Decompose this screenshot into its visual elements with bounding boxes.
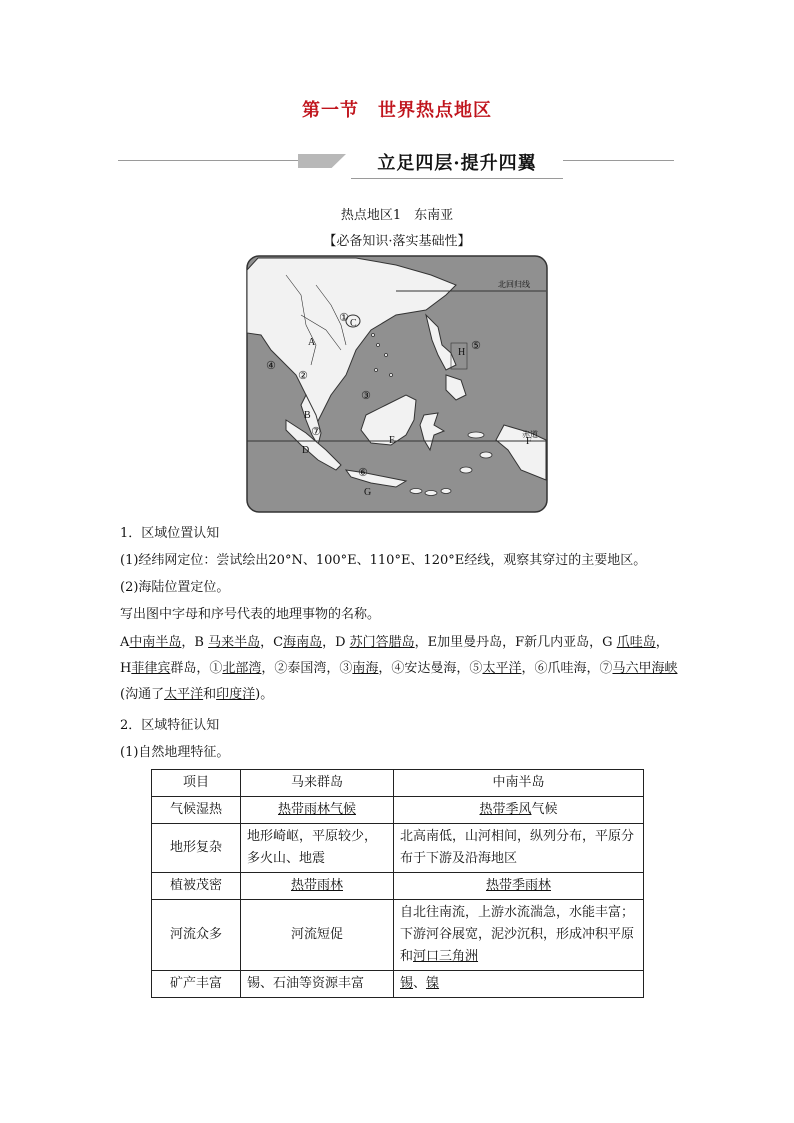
- answer-b: 马来半岛: [208, 635, 261, 650]
- map-label-6: ⑥: [358, 466, 368, 479]
- table-cell: [394, 873, 644, 900]
- page-title: 第一节 世界热点地区: [302, 100, 492, 121]
- answer-d: 苏门答腊岛: [349, 635, 415, 650]
- banner-decoration-left: [298, 154, 346, 168]
- table-header: 马来群岛: [241, 770, 394, 797]
- answer-text: 和: [203, 687, 217, 702]
- map-label-1: ①: [339, 311, 349, 324]
- table-header: 中南半岛: [394, 770, 644, 797]
- map-label-e: E: [389, 435, 396, 446]
- section-banner: [118, 150, 674, 180]
- equator-label: 赤道: [522, 430, 538, 439]
- answer-ocean-1: 太平洋: [164, 687, 204, 702]
- table-text: 气候: [531, 802, 558, 817]
- section-heading: 热点地区1 东南亚: [340, 208, 454, 223]
- map-label-b: B: [304, 410, 311, 421]
- table-text: 自北往南流，上游水流湍急，水能丰富；下游河谷展宽，泥沙沉积，形成冲积平原和: [400, 905, 635, 964]
- tropic-label: 北回归线: [498, 280, 530, 289]
- table-cell: 气候湿热: [152, 797, 241, 824]
- answer-text: ，④安达曼海，⑤: [378, 661, 483, 676]
- section-2-item-1: (1)自然地理特征。: [120, 745, 230, 760]
- answer-a: 中南半岛: [129, 635, 182, 650]
- table-cell: 河流众多: [152, 900, 241, 971]
- map-label-d: D: [302, 445, 310, 456]
- map-label-5: ⑤: [471, 339, 481, 352]
- table-answer: 热带季风: [479, 802, 532, 817]
- table-row: [152, 797, 644, 824]
- map-label-c: C: [350, 318, 357, 329]
- answer-g: 爪哇岛: [616, 635, 656, 650]
- table-answer: 热带雨林气候: [277, 802, 356, 817]
- answer-5: 太平洋: [482, 661, 522, 676]
- table-cell: 植被茂密: [152, 873, 241, 900]
- table-header-row: [152, 770, 644, 797]
- table-row: [152, 824, 644, 873]
- answer-text: ，D: [322, 635, 350, 650]
- table-cell: [394, 900, 644, 971]
- table-cell: 北高南低，山河相间，纵列分布，平原分布于下游及沿海地区: [394, 824, 644, 873]
- map-label-a: A: [308, 337, 316, 348]
- table-cell: [394, 971, 644, 998]
- answer-3: 南海: [352, 661, 379, 676]
- map-label-g: G: [364, 487, 372, 498]
- table-row: [152, 873, 644, 900]
- table-text: 、: [413, 976, 427, 991]
- banner-text: 立足四层·提升四翼: [351, 150, 563, 179]
- section-1-instruction: 写出图中字母和序号代表的地理事物的名称。: [120, 607, 381, 622]
- answer-text: ，H: [120, 635, 669, 676]
- table-header: 项目: [152, 770, 241, 797]
- map-label-3: ③: [361, 389, 371, 402]
- table-answer: 镍: [426, 976, 440, 991]
- table-answer: 热带雨林: [290, 878, 343, 893]
- map-label-h: H: [458, 347, 466, 358]
- answer-7: 马六甲海峡: [612, 661, 678, 676]
- table-cell: 地形崎岖，平原较少，多火山、地震: [241, 824, 394, 873]
- table-cell: 锡、石油等资源丰富: [241, 971, 394, 998]
- section-1-title: 1．区域位置认知: [120, 526, 220, 541]
- answer-text: ，②泰国湾，③: [261, 661, 353, 676]
- banner-rule-left: [118, 160, 318, 161]
- table-cell: [241, 797, 394, 824]
- map-label-2: ②: [298, 369, 308, 382]
- table-cell: [241, 873, 394, 900]
- answer-text: ，B: [181, 635, 209, 650]
- table-row: [152, 900, 644, 971]
- answer-h: 菲律宾: [131, 661, 171, 676]
- answer-1: 北部湾: [222, 661, 262, 676]
- section-2-title: 2．区域特征认知: [120, 718, 220, 733]
- southeast-asia-map: [246, 255, 548, 513]
- table-row: [152, 971, 644, 998]
- table-cell: 矿产丰富: [152, 971, 241, 998]
- map-label-f: F: [526, 436, 532, 447]
- answer-ocean-2: 印度洋: [216, 687, 256, 702]
- answer-text: ，⑥爪哇海，⑦: [521, 661, 613, 676]
- section-1-item-2: (2)海陆位置定位。: [120, 580, 230, 595]
- table-cell: 河流短促: [241, 900, 394, 971]
- table-answer: 热带季雨林: [485, 878, 551, 893]
- map-label-7: ⑦: [311, 425, 321, 438]
- table-cell: [394, 797, 644, 824]
- answer-text: A: [120, 635, 130, 650]
- answer-text: ，E加里曼丹岛，F新几内亚岛，G: [414, 635, 617, 650]
- features-table: [151, 769, 644, 998]
- map-label-4: ④: [266, 359, 276, 372]
- answers-paragraph: [120, 630, 680, 708]
- answer-text: )。: [255, 687, 274, 702]
- answer-text: 群岛，①: [170, 661, 223, 676]
- section-1-item-1: (1)经纬网定位：尝试绘出20°N、100°E、110°E、120°E经线，观察其穿过的主要地区。: [120, 553, 647, 568]
- answer-text: ，C: [260, 635, 284, 650]
- table-answer: 锡: [400, 976, 414, 991]
- section-subheading: 【必备知识·落实基础性】: [323, 234, 471, 249]
- answer-text: (沟通了: [120, 687, 165, 702]
- table-answer: 河口三角洲: [413, 949, 479, 964]
- table-cell: 地形复杂: [152, 824, 241, 873]
- answer-c: 海南岛: [283, 635, 323, 650]
